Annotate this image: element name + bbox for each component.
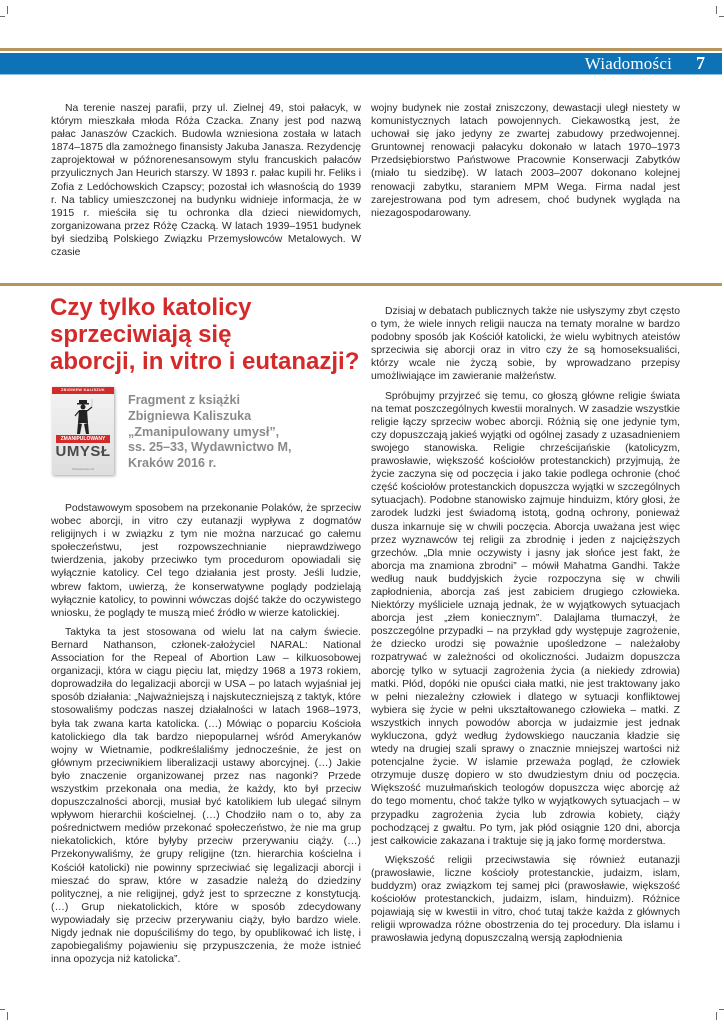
title-line: Czy tylko katolicy bbox=[50, 294, 252, 321]
source-line: Fragment z książki bbox=[128, 393, 240, 407]
paragraph: Dzisiaj w debatach publicznych także nie usłyszymy zbyt często o tym, że wiele innych religii naucza na tematy moralne w bardzo podobny sposób jak Kościół katolicki, że wielu wybitnych ateistów sprzeciwia się aborcji oraz in vitro czy że są homoseksualiści, którzy wcale nie życzą sobie, by wprowadzano przepisy umożliwiające im zawieranie małżeństw. bbox=[371, 306, 680, 383]
crop-mark-bottom-right-v bbox=[716, 1012, 717, 1020]
paragraph: wojny budynek nie został zniszczony, dewastacji uległ niestety w komunistycznych latach powojennych. Ciekawostką jest, że uchował się jako jedyny ze zwartej zabudowy przedwojennej. Gruntownej renowacji pałacyku dokonało w latach 1970–1973 Przedsiębiorstwo Państwowe Pracownie Konserwacji Zabytków (miało tu siedzibę). W latach 2003–2007 dokonano kolejnej renowacji zabytku, staraniem MPM Wega. Firma nadal jest zarejestrowana pod tym adresem, choć budynek wygląda na niezagospodarowany. bbox=[371, 103, 680, 219]
paragraph: Na terenie naszej parafii, przy ul. Zielnej 49, stoi pałacyk, w którym mieszkała młoda Róża Czacka. Znany jest pod nazwą pałac Janaszów Czackich. Budowla wzniesiona została w latach 1874–1875 dla zamożnego finansisty Jakuba Janasza. Rezydencję zaprojektował w późnorenesansowym stylu francuskich pałaców przyulicznych Jan Heurich starszy. W 1893 r. pałac kupili hr. Feliks i Zofia z Ledóchowskich Czapscy; pozostał ich własnością do 1939 r. Na tablicy umieszczonej na budynku widnieje informacja, że w 1915 r. mieściła się tu ochronka dla dzieci niewidomych, zorganizowana przez Różę Czacką. W latach 1939–1951 budynek był siedzibą Polskiego Związku Przemysłowców Metalowych. W czasie bbox=[51, 103, 361, 259]
page-number: 7 bbox=[696, 53, 705, 73]
crop-mark-top-right-v bbox=[716, 6, 717, 14]
paragraph: Spróbujmy przyjrzeć się temu, co głoszą główne religie świata na temat poszczególnych kwestii moralnych. W zasadzie wszystkie religie łączy sprzeciw wobec aborcji. Różnią się one jedynie tym, czy dopuszczają jakieś wyjątki od ogólnej zasady z uzasadnieniem swojego stanowiska. Religie chrześcijańskie (katolicyzm, prawosławie, większość kościołów protestanckich) przyjmują, że życie zaczyna się od poczęcia i jako takie podlega ochronie (choć część kościołów protestanckich dopuszcza wyjątki w szczególnych sytuacjach). Podobne stanowisko zajmuje hinduizm, który głosi, że zarodek ludzki jest świadomą istotą, godną ochrony, ponieważ dusza inkarnuje się w chwili poczęcia. Aborcja uważana jest więc przez wyznawców tej religii za zbrodnię i jeden z najcięższych grzechów. „Dla mnie oczywisty i jasny jak słońce jest fakt, że aborcja ma znamiona zbrodni” – mówił Mahatma Gandhi. Także według nauk buddyjskich życie rozpoczyna się w chwili zapłodnienia, aborcja zaś jest zabiciem drugiego człowieka. Niektórzy myśliciele uznają jednak, że w wyjątkowych sytuacjach aborcja jest „złem koniecznym”. Dalajlama tłumaczył, że poszczególne przypadki – na przykład gdy występuje zagrożenie, że dziecko urodzi się poważnie upośledzone – należałoby rozpatrywać w zależności od okoliczności. Judaizm dopuszcza aborcję tylko w sytuacji zagrożenia życia (a niekiedy zdrowia) matki. Płód, dopóki nie opuści ciała matki, nie jest traktowany jako w pełni niezależny człowiek i dlatego w sytuacji konfliktowej wybiera się życie w pełni ukształtowanego człowieka – matki. Z wszystkich innych powodów aborcja w judaizmie jest jednak wykluczona, gdyż według żydowskiego nauczania kładzie się wtedy na drugiej szali sprawy o znacznie mniejszej wartości niż potencjalne życie. W islamie przeważa pogląd, że człowiek otrzymuje duszę dopiero w sto dwudziestym dniu od poczęcia. Większość muzułmańskich teologów dopuszcza więc aborcję aż do tego momentu, choć także tylko w wyjątkowych sytuacjach – w przypadku zagrożenia życia lub zdrowia kobiety, ciąży pochodzącej z gwałtu. Po tym, jak płód osiągnie 120 dni, aborcja jest całkowicie zakazana i traktuje się ją jako formę morderstwa. bbox=[371, 390, 680, 847]
crop-mark-top-right bbox=[719, 16, 724, 17]
source-line: „Zmanipulowany umysł”, bbox=[128, 424, 280, 439]
paragraph: Większość religii przeciwstawia się również eutanazji (prawosławie, liczne kościoły protestanckie, judaizm, islam, buddyzm) oraz związkom tej samej płci (prawosławie, większość kościołów protestanckich, judaizm, islam, hinduizm). Różnice pojawiają się w kwestii in vitro, choć tutaj także każda z głównych religii wprowadza różne obostrzenia do tej procedury. Dla islamu i prawosławia jedyną dopuszczalną wersją zapłodnienia bbox=[371, 854, 680, 945]
puppet-figure-icon bbox=[72, 399, 94, 435]
crop-mark-bottom-left-v bbox=[7, 1012, 8, 1020]
top-article-right-column bbox=[371, 102, 680, 226]
header-gold-rule bbox=[0, 48, 722, 51]
book-band: ZMANIPULOWANY bbox=[56, 435, 110, 443]
source-line: Kraków 2016 r. bbox=[128, 456, 217, 471]
header-bar bbox=[0, 53, 722, 75]
paragraph: Taktyka ta jest stosowana od wielu lat na całym świecie. Bernard Nathanson, członek-założyciel NARAL: National Association for the Repeal of Abortion Law – kilkuosobowej organizacji, która w ciągu pięciu lat, między 1968 a 1973 rokiem, doprowadziła do legalizacji aborcji w USA – po latach wyjaśniał jej sposób działania: „Najważniejszą i najskuteczniejszą z taktyk, które stosowaliśmy podczas naszej działalności w latach 1968–1973, była tak zwana karta katolicka. (…) Mówiąc o poparciu Kościoła katolickiego dla tak bardzo niepopularnej wśród Amerykanów wojny w Wietnamie, podkreślaliśmy jednocześnie, że jest on głównym przeciwnikiem liberalizacji ustawy aborcyjnej. (…) Jakie było znaczenie organizowanej przez nas nagonki? Przede wszystkim przekonała ona media, że każdy, kto był przeciw dopuszczalności aborcji, musiał być katolikiem lub ulegać silnym wpływom hierarchii kościelnej. (…) Chodziło nam o to, aby za pośrednictwem mediów przekonać społeczeństwo, że nie ma grup niekatolickich, które byłyby przeciw przerywaniu ciąży. (…) Przekonywaliśmy, że grupy religijne (tzn. hierarchia kościelna i Kościół katolicki) nie powinny sprzeciwiać się legalizacji aborcji i mieszać do spraw, które w zasadzie należą do dziedziny politycznej, a nie religijnej, gdyż jest to sprzeczne z konstytucją. (…) Grup niekatolickich, które w sposób zdecydowany wypowiadały się przeciw przerywaniu ciąży, było bardzo wiele. Nigdy jednak nie dopuściliśmy do tego, by opublikować ich listę, i zapobiegaliśmy pojawieniu się przypuszczenia, że może istnieć inna opozycja niż katolicka”. bbox=[51, 626, 361, 966]
source-line: ss. 25–33, Wydawnictwo M, bbox=[128, 440, 292, 455]
article-divider bbox=[0, 283, 722, 286]
section-title: Wiadomości bbox=[584, 54, 672, 73]
book-big-word: UMYSŁ bbox=[55, 443, 111, 460]
title-line: sprzeciwiają się bbox=[50, 321, 232, 348]
book-publisher: Wydawnictwo M bbox=[72, 467, 94, 471]
book-source-note bbox=[128, 393, 308, 472]
top-article-left-column bbox=[51, 102, 361, 265]
book-cover-image bbox=[52, 387, 114, 475]
article-title bbox=[50, 294, 370, 375]
crop-mark-top-left bbox=[0, 16, 5, 17]
paragraph: Podstawowym sposobem na przekonanie Polaków, że sprzeciw wobec aborcji, in vitro czy eutanazji wypływa z dogmatów religijnych i w związku z tym nie można narzucać go całemu społeczeństwu, jest rozpowszechnianie nieprawdziwego twierdzenia, jakoby przeciwko tym procedurom opowiadali się wyłącznie katolicy. Cel tego działania jest prosty. Jeśli ludzie, wbrew faktom, uwierzą, że konserwatywne poglądy podzielają wyłącznie katolicy, to powinni wówczas dojść także do oczywistego wniosku, że poglądy te muszą mieć źródło w wierze katolickiej. bbox=[51, 503, 361, 619]
main-article-right-column bbox=[371, 305, 680, 952]
crop-mark-bottom-right bbox=[719, 1009, 724, 1010]
source-line: Zbigniewa Kaliszuka bbox=[128, 408, 252, 423]
crop-mark-top-left-v bbox=[7, 6, 8, 14]
main-article-left-column bbox=[51, 502, 361, 972]
crop-mark-bottom-left bbox=[0, 1009, 5, 1010]
book-author-strip: ZBIGNIEW KALISZUK bbox=[52, 387, 114, 394]
title-line: aborcji, in vitro i eutanazji? bbox=[50, 348, 360, 375]
